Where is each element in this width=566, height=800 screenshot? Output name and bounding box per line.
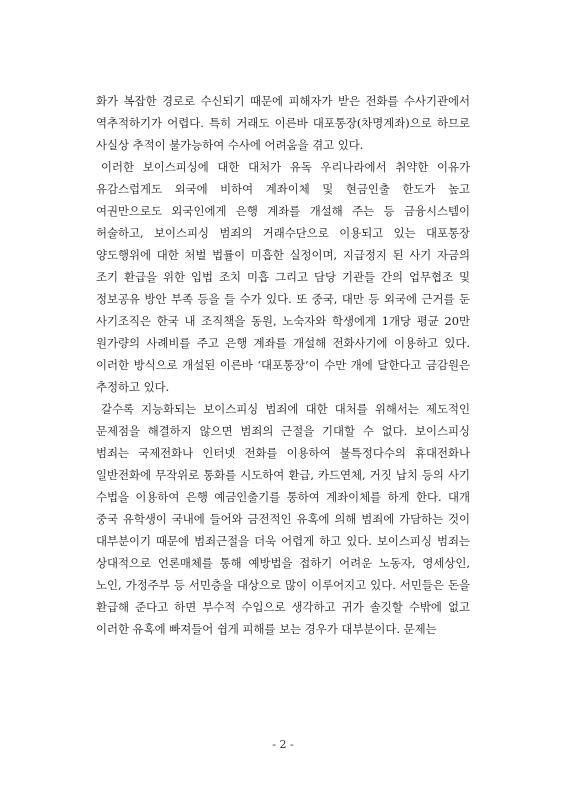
page-number: - 2 - [272, 738, 294, 751]
paragraph-continuation: 화가 복잡한 경로로 수신되기 때문에 피해자가 받은 전화를 수사기관에서 역추적하기가 어렵다. 특히 거래도 이른바 대포통장(차명계좌)으로 하므로 사실상 추적이 불가능하여 수사에 어려움을 겪고 있다. [96, 94, 470, 152]
body-text [96, 90, 470, 640]
paragraph-causes: 이러한 보이스피싱에 대한 대처가 유독 우리나라에서 취약한 이유가 유감스럽게도 외국에 비하여 계좌이체 및 현금인출 한도가 높고 여권만으로도 외국인에게 은행 계좌를 개설해 주는 등 금융시스템이 허술하고, 보이스피싱 범죄의 거래수단으로 이용되고 있는 대포통장 양도행위에 대한 처벌 법률이 미흡한 실정이며, 지급정지 된 사기 자금의 조기 환급을 위한 입법 조치 미흡 그리고 담당 기관들 간의 업무협조 및 정보공유 방안 부족 등을 들 수가 있다. 또 중국, 대만 등 외국에 근거를 둔 사기조직은 한국 내 조직책을 동원, 노숙자와 학생에게 1개당 평균 20만 원가량의 사례비를 주고 은행 계좌를 개설해 전화사기에 이용하고 있다. 이러한 방식으로 개설된 이른바 ‘대포통장’이 수만 개에 달한다고 금감원은 추정하고 있다. [96, 160, 470, 394]
paragraph-countermeasures: 갈수록 지능화되는 보이스피싱 범죄에 대한 대처를 위해서는 제도적인 문제점을 해결하지 않으면 범죄의 근절을 기대할 수 없다. 보이스피싱 범죄는 국제전화나 인터넷 전화를 이용하여 불특정다수의 휴대전화나 일반전화에 무작위로 통화를 시도하여 환급, 카드연체, 거짓 납치 등의 사기 수법을 이용하여 은행 예금인출기를 통하여 계좌이체를 하게 한다. 대개 중국 유학생이 국내에 들어와 금전적인 유혹에 의해 범죄에 가담하는 것이 대부분이기 때문에 범죄근절을 더욱 어렵게 하고 있다. 보이스피싱 범죄는 상대적으로 언론매체를 통해 예방법을 접하기 어려운 노동자, 영세상인, 노인, 가정주부 등 서민층을 대상으로 많이 이루어지고 있다. 서민들은 돈을 환급해 준다고 하면 부수적 수입으로 생각하고 귀가 솔깃할 수밖에 없고 이러한 유혹에 빠져들어 쉽게 피해를 보는 경우가 대부분이다. 문제는 [96, 402, 470, 636]
